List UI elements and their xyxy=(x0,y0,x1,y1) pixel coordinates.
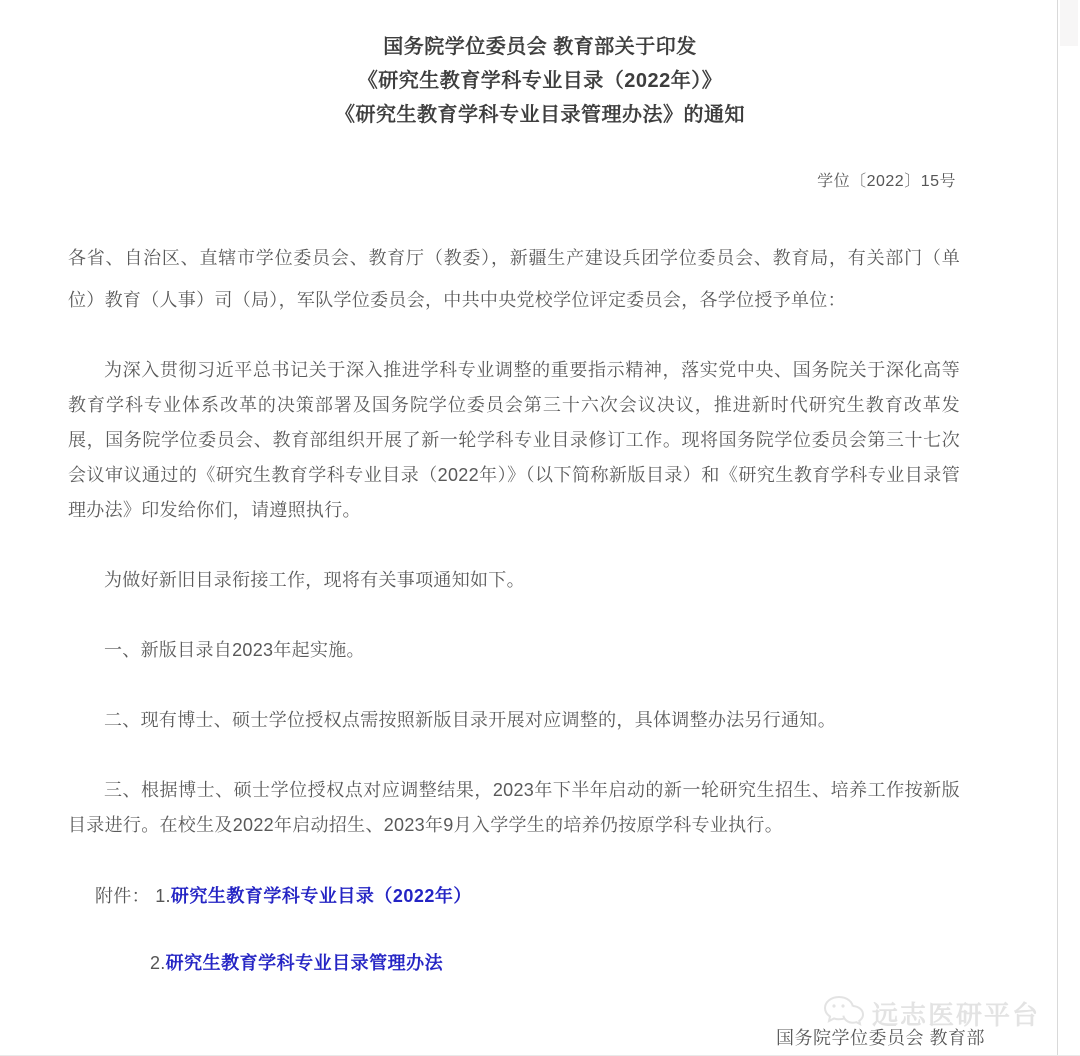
body-paragraph-1: 为深入贯彻习近平总书记关于深入推进学科专业调整的重要指示精神，落实党中央、国务院关于深化高等教育学科专业体系改革的决策部署及国务院学位委员会第三十六次会议决议，推进新时代研究生教育改革发展，国务院学位委员会、教育部组织开展了新一轮学科专业目录修订工作。现将国务院学位委员会第三十七次会议审议通过的《研究生教育学科专业目录（2022年）》（以下简称新版目录）和《研究生教育学科专业目录管理办法》印发给你们，请遵照执行。 xyxy=(68,360,960,520)
body-paragraph-3: 一、新版目录自2023年起实施。 xyxy=(104,640,365,660)
scrollbar-thumb[interactable] xyxy=(1060,0,1078,46)
body-paragraph-5: 三、根据博士、硕士学位授权点对应调整结果，2023年下半年启动的新一轮研究生招生、培养工作按新版目录进行。在校生及2022年启动招生、2023年9月入学学生的培养仍按原学科专业执行。 xyxy=(68,780,960,835)
document-body xyxy=(0,237,1080,978)
attachment-line-1 xyxy=(95,881,960,911)
title-line-3: 《研究生教育学科专业目录管理办法》的通知 xyxy=(335,104,745,126)
document-number: 学位〔2022〕15号 xyxy=(817,173,956,190)
scrollbar-track[interactable] xyxy=(1057,0,1058,1056)
attachments-label: 附件： xyxy=(95,886,150,906)
attachment-link-catalog-2022[interactable]: 研究生教育学科专业目录（2022年） xyxy=(170,886,472,906)
body-paragraph-2: 为做好新旧目录衔接工作，现将有关事项通知如下。 xyxy=(104,570,525,590)
body-paragraph-4: 二、现有博士、硕士学位授权点需按照新版目录开展对应调整的，具体调整办法另行通知。 xyxy=(104,710,836,730)
title-line-2: 《研究生教育学科专业目录（2022年）》 xyxy=(357,70,723,92)
attachment-line-2 xyxy=(150,948,960,978)
issuer-signature: 国务院学位委员会 教育部 xyxy=(776,1028,985,1048)
attachments-block xyxy=(68,881,960,978)
attachment-link-management-measures[interactable]: 研究生教育学科专业目录管理办法 xyxy=(165,953,444,973)
page-title xyxy=(0,0,1080,132)
watermark-text: 远志医研平台 xyxy=(871,999,1040,1030)
recipients-paragraph: 各省、自治区、直辖市学位委员会、教育厅（教委），新疆生产建设兵团学位委员会、教育局，有关部门（单位）教育（人事）司（局），军队学位委员会，中共中央党校学位评定委员会，各学位授予单位： xyxy=(68,248,960,310)
wechat-bubbles-icon xyxy=(822,995,866,1032)
document-footer xyxy=(0,995,1080,1055)
attachment-1-number: 1. xyxy=(155,886,171,906)
attachment-2-number: 2. xyxy=(150,953,166,973)
title-line-1: 国务院学位委员会 教育部关于印发 xyxy=(383,36,697,58)
